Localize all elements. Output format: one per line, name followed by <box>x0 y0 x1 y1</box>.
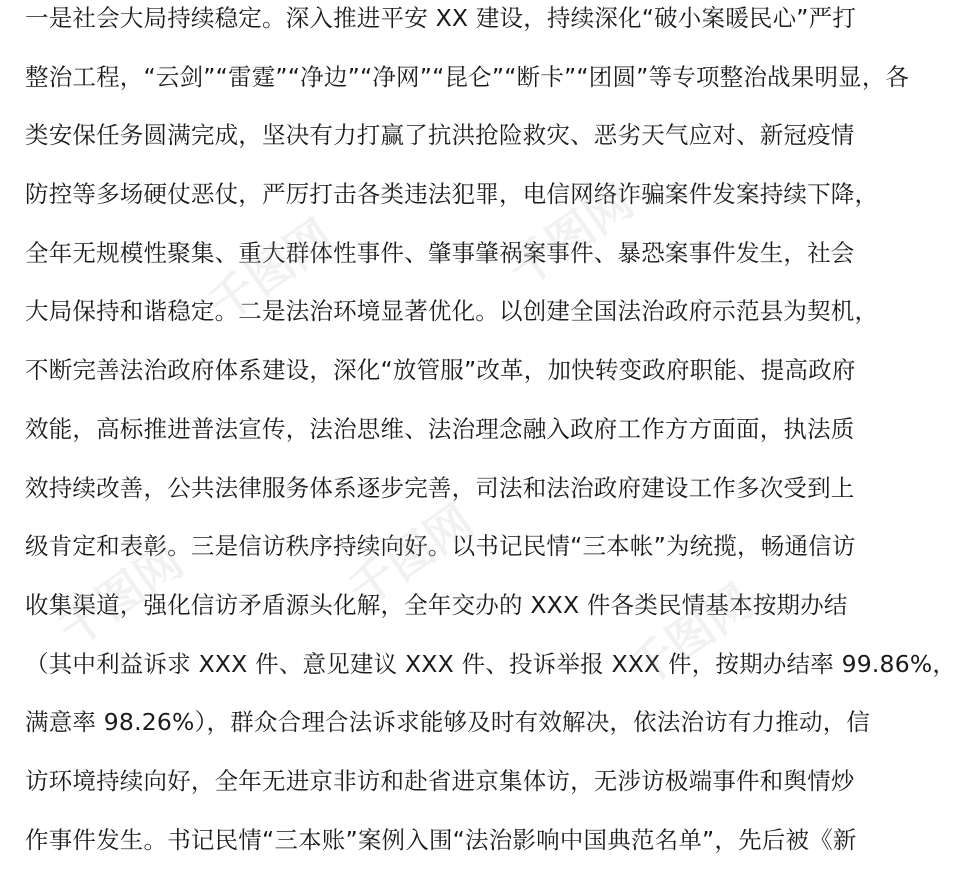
text-line: 效能，高标推进普法宣传，法治思维、法治理念融入政府工作方方面面，执法质 <box>25 414 855 443</box>
text-line: 级肯定和表彰。三是信访秩序持续向好。以书记民情“三本帐”为统揽，畅通信访 <box>25 532 856 561</box>
text-line: 防控等多场硬仗恶仗，严厉打击各类违法犯罪，电信网络诈骗案件发案持续下降， <box>25 180 879 209</box>
text-line: 收集渠道，强化信访矛盾源头化解，全年交办的 XXX 件各类民情基本按期办结 <box>25 590 848 619</box>
text-line: 整治工程，“云剑”“雷霆”“净边”“净网”“昆仑”“断卡”“团圆”等专项整治战果明显，各 <box>25 62 910 91</box>
text-line: 全年无规模性聚集、重大群体性事件、肇事肇祸案事件、暴恐案事件发生，社会 <box>25 238 855 267</box>
watermark: 千图网 <box>618 573 763 698</box>
document-body <box>25 0 956 869</box>
text-line: 类安保任务圆满完成，坚决有力打赢了抗洪抢险救灾、恶劣天气应对、新冠疫情 <box>25 121 855 150</box>
text-line: 大局保持和谐稳定。二是法治环境显著优化。以创建全国法治政府示范县为契机， <box>25 297 879 326</box>
watermark: 千图网 <box>198 208 343 333</box>
text-line: （其中利益诉求 XXX 件、意见建议 XXX 件、投诉举报 XXX 件，按期办结率 99.86%， <box>25 649 956 678</box>
watermark: 千图网 <box>48 533 193 658</box>
text-line: 访环境持续向好，全年无进京非访和赴省进京集体访，无涉访极端事件和舆情炒 <box>25 766 855 795</box>
watermark: 千图网 <box>498 173 643 298</box>
text-line: 满意率 98.26%），群众合理合法诉求能够及时有效解决，依法治访有力推动，信 <box>25 708 871 737</box>
text-line: 不断完善法治政府体系建设，深化“放管服”改革，加快转变政府职能、提高政府 <box>25 356 856 385</box>
watermark: 千图网 <box>338 493 483 618</box>
text-line: 效持续改善，公共法律服务体系逐步完善，司法和法治政府建设工作多次受到上 <box>25 473 855 502</box>
text-line: 一是社会大局持续稳定。深入推进平安 XX 建设，持续深化“破小案暖民心”严打 <box>25 4 857 32</box>
text-line: 作事件发生。书记民情“三本账”案例入围“法治影响中国典范名单”，先后被《新 <box>25 825 857 854</box>
